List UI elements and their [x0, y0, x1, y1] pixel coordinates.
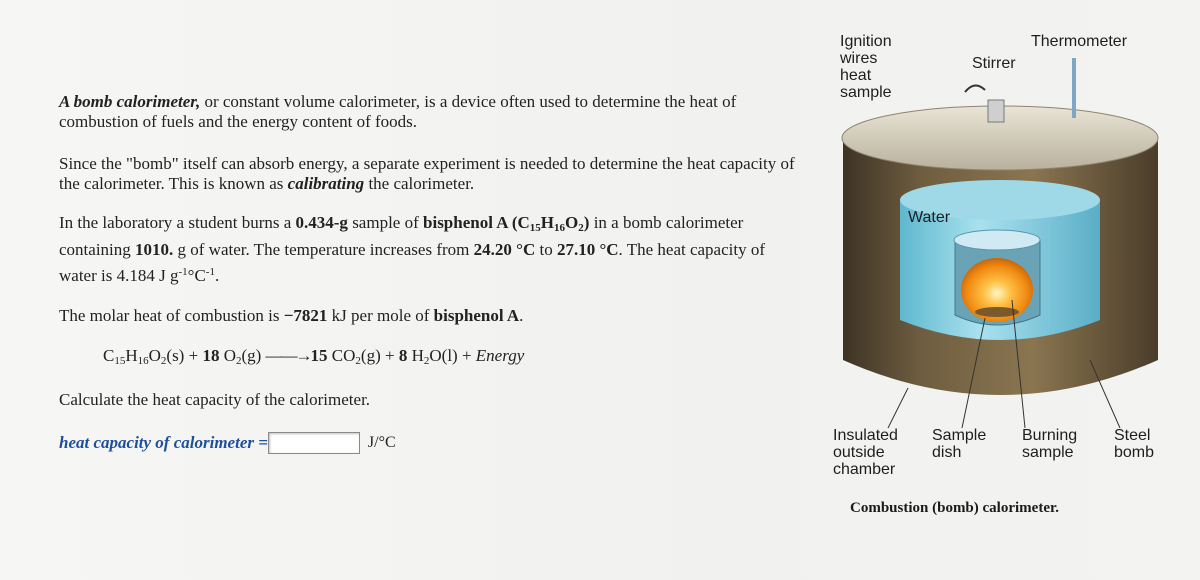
lab-text: . — [214, 266, 220, 285]
reaction-arrow: ——→ — [265, 346, 311, 365]
ignition-wire-curve — [965, 85, 985, 92]
lab-text: . The heat capacity of water is 4.184 J g — [59, 240, 766, 285]
answer-label: heat capacity of calorimeter = — [59, 433, 268, 452]
superscript: -1 — [178, 266, 188, 278]
final-temperature: 27.10 °C — [556, 240, 619, 259]
molar-heat-text: The molar heat of combustion is — [59, 306, 284, 325]
burning-sample-label: Burning sample — [1022, 427, 1078, 461]
stirrer-motor — [988, 100, 1004, 122]
energy-term: Energy — [475, 346, 525, 365]
steel-bomb-label: Steel bomb — [1114, 427, 1155, 461]
lab-text: to — [535, 240, 557, 259]
molar-heat-text: . — [519, 306, 524, 325]
thermometer-stem — [1072, 58, 1076, 118]
lab-text: °C — [187, 266, 206, 285]
intro-text: or constant volume calorimeter, is a device often used to determine the heat of combustion of fuels and the energy content of foods. — [59, 92, 737, 131]
sample-mass: 0.434-g — [295, 213, 348, 232]
calibration-text-end: the calorimeter. — [364, 174, 475, 193]
initial-temperature: 24.20 °C — [473, 240, 536, 259]
water-mass: 1010. — [135, 240, 174, 259]
insulated-label: Insulated outside chamber — [833, 427, 898, 478]
sample-dish-label: Sample dish — [932, 427, 987, 461]
lab-text: sample of — [347, 213, 424, 232]
ignition-label: Ignition wires heat sample — [840, 33, 892, 101]
compound-name: bisphenol A — [433, 306, 520, 325]
thermometer-label: Thermometer — [1031, 33, 1128, 50]
superscript: -1 — [205, 266, 215, 278]
calculation-prompt: Calculate the heat capacity of the calorimeter. — [59, 390, 371, 409]
molar-heat-value: −7821 — [283, 306, 328, 325]
o2-coefficient: 18 — [202, 346, 220, 365]
h2o-coefficient: 8 — [398, 346, 408, 365]
stirrer-label: Stirrer — [972, 55, 1016, 72]
molar-heat-text: kJ per mole of — [327, 306, 434, 325]
lab-text: g of water. The temperature increases from — [173, 240, 474, 259]
lab-text: In the laboratory a student burns a — [59, 213, 296, 232]
leader-line — [888, 388, 908, 428]
compound-name: bisphenol A — [423, 213, 508, 232]
combustion-equation: $C_{15}H_{16}O_2(s) + 18$ $O_2(g)$ ——→15 $CO_2(g) + 8$ $H_2O(l)$ + Energy — [103, 346, 525, 367]
figure-caption: Combustion (bomb) calorimeter. — [850, 500, 1060, 516]
calibration-text: Since the "bomb" itself can absorb energy, a separate experiment is needed to determine the heat capacity of the calorimeter. This is known as — [59, 154, 795, 193]
calibrating-term: calibrating — [287, 174, 365, 193]
answer-unit: J/°C — [367, 434, 396, 451]
bomb-top — [954, 230, 1040, 250]
co2-coefficient: 15 — [310, 346, 328, 365]
bomb-calorimeter-term: A bomb calorimeter, — [59, 92, 201, 111]
compound-formula: bisphenol A $(C_{15}H_{16}O_2)$ — [423, 213, 590, 234]
lab-text: in a bomb calorimeter containing — [59, 213, 744, 259]
water-label: Water — [908, 209, 951, 226]
